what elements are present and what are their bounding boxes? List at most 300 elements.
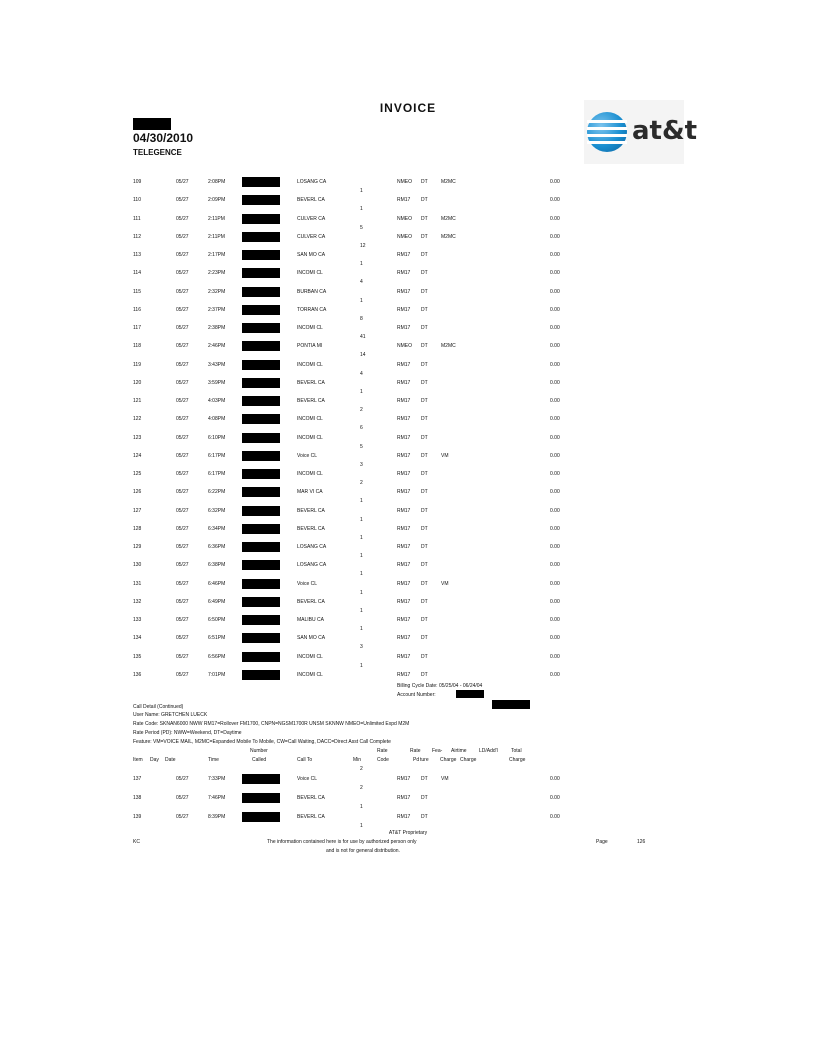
redacted-account (456, 690, 484, 698)
redacted-number (242, 378, 280, 388)
redacted-number (242, 652, 280, 662)
company-name: TELEGENCE (133, 148, 182, 157)
call-to: BEVERL CA (297, 398, 325, 404)
item-number: 137 (133, 776, 142, 782)
col-code: Code (377, 757, 389, 763)
call-minutes: 1 (360, 188, 363, 194)
call-minutes: 1 (360, 206, 363, 213)
call-time: 6:51PM (208, 635, 226, 642)
account-number-label: Account Number: (397, 692, 436, 698)
total-charge: 0.00 (550, 776, 560, 782)
call-date: 05/27 (176, 544, 189, 550)
col-number: Number (250, 748, 268, 754)
call-to: INCOMI CL (297, 270, 323, 277)
call-date: 05/27 (176, 288, 189, 295)
rate-period: DT (421, 489, 428, 496)
total-charge: 0.00 (550, 270, 560, 277)
rate-period: DT (421, 814, 428, 820)
call-date: 05/27 (176, 434, 189, 441)
total-charge: 0.00 (550, 379, 560, 386)
total-charge: 0.00 (550, 653, 560, 660)
rate-code: RM17 (397, 434, 411, 441)
total-charge: 0.00 (550, 197, 560, 204)
call-minutes: 1 (360, 662, 363, 669)
call-date: 05/27 (176, 489, 189, 496)
call-date: 05/27 (176, 252, 189, 258)
feature-code: M2MC (441, 179, 456, 185)
rate-code: RM17 (397, 635, 411, 642)
total-charge: 0.00 (550, 562, 560, 569)
call-time: 2:11PM (208, 215, 225, 222)
call-date: 05/27 (176, 617, 189, 623)
call-date: 05/27 (176, 452, 189, 459)
rate-period: DT (421, 179, 428, 185)
call-minutes: 5 (360, 443, 363, 450)
item-number: 116 (133, 306, 141, 313)
call-to: BURBAN CA (297, 288, 327, 295)
table-row (0, 581, 816, 591)
rate-code: RM17 (397, 598, 411, 605)
call-to: MAR VI CA (297, 489, 323, 496)
redacted-number (242, 323, 280, 333)
call-minutes: 1 (360, 553, 363, 559)
feature-code: M2MC (441, 215, 456, 222)
item-number: 132 (133, 598, 142, 605)
call-to: LOSANG CA (297, 179, 327, 185)
redacted-number (242, 615, 280, 625)
rate-code: RM17 (397, 452, 411, 459)
call-date: 05/27 (176, 635, 189, 642)
rate-code: RM17 (397, 270, 411, 277)
table-row (0, 795, 816, 805)
table-row (0, 544, 816, 554)
item-number: 113 (133, 252, 141, 258)
table-row (0, 343, 816, 353)
total-charge: 0.00 (550, 814, 560, 820)
table-row (0, 654, 816, 664)
rate-period: DT (421, 252, 428, 258)
item-number: 126 (133, 489, 142, 496)
call-to: SAN MO CA (297, 635, 326, 642)
invoice-date: 04/30/2010 (133, 131, 194, 145)
table-row (0, 599, 816, 609)
call-to: BEVERL CA (297, 795, 325, 801)
rate-code: RM17 (397, 544, 411, 550)
rate-period: DT (421, 471, 428, 477)
table-row (0, 526, 816, 536)
redacted-number (242, 506, 280, 516)
feature-legend: Feature: VM=VOICE MAIL, M2MC=Expanded Mobile To Mobile, CW=Call Waiting, DACC=Direct Asst Call Complete (133, 739, 391, 745)
total-charge: 0.00 (550, 544, 560, 550)
rate-code: RM17 (397, 814, 411, 820)
call-to: Voice CL (297, 580, 318, 587)
item-number: 138 (133, 795, 142, 801)
call-minutes: 1 (360, 823, 363, 829)
call-to: TORRAN CA (297, 306, 327, 313)
call-time: 6:49PM (208, 598, 226, 605)
col-time: Time (208, 757, 219, 763)
redacted-number (242, 232, 280, 242)
call-date: 05/27 (176, 814, 189, 820)
call-time: 4:03PM (208, 398, 226, 404)
call-minutes: 4 (360, 279, 363, 286)
col-date: Date (165, 757, 176, 763)
call-to: BEVERL CA (297, 525, 325, 532)
table-row (0, 489, 816, 499)
user-name: User Name: GRETCHEN LUECK (133, 712, 208, 718)
call-minutes: 1 (360, 626, 363, 632)
call-date: 05/27 (176, 179, 189, 185)
call-minutes: 1 (360, 607, 363, 614)
total-charge: 0.00 (550, 671, 560, 678)
item-number: 127 (133, 507, 142, 514)
feature-code: VM (441, 452, 449, 459)
total-charge: 0.00 (550, 343, 560, 350)
call-time: 3:43PM (208, 361, 226, 368)
call-minutes: 2 (360, 766, 363, 772)
rate-code: RM17 (397, 306, 411, 313)
item-number: 133 (133, 617, 142, 623)
rate-period: DT (421, 507, 428, 514)
col-airtime-charge: Charge (440, 757, 457, 763)
rate-code: RM17 (397, 325, 411, 331)
page-number: 126 (637, 839, 646, 845)
rate-code: RM17 (397, 580, 411, 587)
col-pd-bottom: Pd (413, 757, 420, 763)
call-time: 6:50PM (208, 617, 226, 623)
redacted-number (242, 214, 280, 224)
item-number: 123 (133, 434, 142, 441)
total-charge: 0.00 (550, 617, 560, 623)
total-charge: 0.00 (550, 215, 560, 222)
call-minutes: 1 (360, 571, 363, 578)
item-number: 125 (133, 471, 142, 477)
table-row (0, 234, 816, 244)
redacted-number (242, 560, 280, 570)
call-time: 6:17PM (208, 471, 226, 477)
call-time: 2:38PM (208, 325, 226, 331)
total-charge: 0.00 (550, 361, 560, 368)
redacted-number (242, 414, 280, 424)
call-to: INCOMI CL (297, 325, 323, 331)
col-total-charge: Charge (509, 757, 526, 763)
call-time: 6:36PM (208, 544, 226, 550)
rate-period: Rate Period (PD): NWW=Weekend, DT=Daytime (133, 730, 242, 736)
call-time: 7:33PM (208, 776, 226, 782)
total-charge: 0.00 (550, 489, 560, 496)
call-to: LOSANG CA (297, 562, 327, 569)
proprietary-notice: AT&T Proprietary (388, 830, 428, 836)
table-row (0, 307, 816, 317)
item-number: 120 (133, 379, 142, 386)
item-number: 109 (133, 179, 142, 185)
call-to: INCOMI CL (297, 671, 323, 678)
call-minutes: 3 (360, 644, 363, 651)
call-minutes: 2 (360, 407, 363, 413)
col-item: Item (133, 757, 143, 763)
col-total: Total (511, 748, 522, 754)
rate-period: DT (421, 452, 428, 459)
table-row (0, 672, 816, 682)
rate-period: DT (421, 653, 428, 660)
item-number: 129 (133, 544, 142, 550)
total-charge: 0.00 (550, 598, 560, 605)
redacted-number (242, 524, 280, 534)
rate-code: RM17 (397, 795, 411, 801)
feature-code: VM (441, 580, 449, 587)
redacted-number (242, 195, 280, 205)
call-to: Voice CL (297, 452, 318, 459)
table-row (0, 270, 816, 280)
rate-period: DT (421, 580, 428, 587)
call-minutes: 12 (360, 242, 366, 249)
call-time: 2:17PM (208, 252, 226, 258)
call-date: 05/27 (176, 325, 189, 331)
logo-wordmark: at&t (632, 116, 698, 146)
total-charge: 0.00 (550, 288, 560, 295)
call-to: BEVERL CA (297, 598, 325, 605)
rate-code: RM17 (397, 776, 411, 782)
total-charge: 0.00 (550, 525, 560, 532)
rate-period: DT (421, 215, 428, 222)
call-date: 05/27 (176, 776, 189, 782)
rate-period: DT (421, 343, 428, 350)
total-charge: 0.00 (550, 452, 560, 459)
col-call-to: Call To (297, 757, 313, 763)
call-date: 05/27 (176, 671, 189, 678)
call-date: 05/27 (176, 233, 189, 240)
call-minutes: 8 (360, 315, 363, 322)
redacted-number (242, 250, 280, 260)
rate-period: DT (421, 795, 428, 801)
table-row (0, 562, 816, 572)
rate-period: DT (421, 197, 428, 204)
table-row (0, 325, 816, 335)
call-minutes: 1 (360, 261, 363, 267)
page-label: Page (596, 839, 608, 845)
item-number: 124 (133, 452, 142, 459)
feature-code: M2MC (441, 343, 456, 350)
call-time: 2:08PM (208, 179, 226, 185)
rate-code: RM17 (397, 398, 411, 404)
call-date: 05/27 (176, 507, 189, 514)
rate-period: DT (421, 776, 428, 782)
rate-period: DT (421, 671, 428, 678)
redacted-number (242, 341, 280, 351)
total-charge: 0.00 (550, 398, 560, 404)
item-number: 130 (133, 562, 142, 569)
call-minutes: 41 (360, 334, 366, 340)
call-date: 05/27 (176, 398, 189, 404)
table-row (0, 617, 816, 627)
table-row (0, 216, 816, 226)
call-date: 05/27 (176, 562, 189, 569)
total-charge: 0.00 (550, 252, 560, 258)
call-time: 8:39PM (208, 814, 226, 820)
call-date: 05/27 (176, 580, 189, 587)
call-minutes: 1 (360, 297, 363, 304)
billing-cycle: Billing Cycle Date: 05/25/04 - 06/24/04 (397, 683, 483, 689)
total-charge: 0.00 (550, 795, 560, 801)
rate-code: RM17 (397, 416, 411, 423)
item-number: 115 (133, 288, 141, 295)
rate-code: RM17 (397, 525, 411, 532)
table-row (0, 380, 816, 390)
rate-period: DT (421, 288, 428, 295)
rate-period: DT (421, 398, 428, 404)
item-number: 135 (133, 653, 142, 660)
col-ld-charge: Charge (460, 757, 477, 763)
redacted-number (242, 579, 280, 589)
total-charge: 0.00 (550, 434, 560, 441)
redacted-number (242, 670, 280, 680)
item-number: 111 (133, 215, 141, 222)
item-number: 114 (133, 270, 141, 277)
total-charge: 0.00 (550, 471, 560, 477)
item-number: 134 (133, 635, 142, 642)
redacted-number (242, 597, 280, 607)
call-date: 05/27 (176, 361, 189, 368)
rate-period: DT (421, 525, 428, 532)
call-date: 05/27 (176, 270, 189, 277)
call-date: 05/27 (176, 795, 189, 801)
redacted-number (242, 268, 280, 278)
call-to: BEVERL CA (297, 197, 325, 204)
rate-period: DT (421, 598, 428, 605)
call-minutes: 2 (360, 785, 363, 791)
redacted-number (242, 774, 280, 784)
call-minutes: 1 (360, 498, 363, 505)
rate-code: RM17 (397, 361, 411, 368)
call-date: 05/27 (176, 525, 189, 532)
call-time: 2:37PM (208, 306, 226, 313)
call-to: CULVER CA (297, 233, 326, 240)
col-fea: Fea- (432, 748, 443, 754)
call-to: INCOMI CL (297, 361, 323, 368)
redacted-number (242, 812, 280, 822)
total-charge: 0.00 (550, 325, 560, 331)
call-minutes: 1 (360, 516, 363, 523)
call-time: 2:46PM (208, 343, 226, 350)
redacted-number (242, 360, 280, 370)
redacted-number (242, 287, 280, 297)
call-to: LOSANG CA (297, 544, 327, 550)
call-time: 6:34PM (208, 525, 226, 532)
table-row (0, 435, 816, 445)
total-charge: 0.00 (550, 507, 560, 514)
table-row (0, 179, 816, 189)
rate-code: RM17 (397, 489, 411, 496)
footer-initials: KC (133, 839, 140, 845)
item-number: 117 (133, 325, 141, 331)
call-time: 3:59PM (208, 379, 226, 386)
item-number: 119 (133, 361, 141, 368)
proprietary-text-2: and is not for general distribution. (326, 848, 400, 854)
col-min: Min (353, 757, 362, 763)
invoice-title: INVOICE (379, 101, 437, 115)
redacted-number (242, 793, 280, 803)
call-to: SAN MO CA (297, 252, 326, 258)
call-to: INCOMI CL (297, 416, 323, 423)
col-feature: ture (420, 757, 429, 763)
table-row (0, 289, 816, 299)
call-to: BEVERL CA (297, 379, 325, 386)
call-minutes: 3 (360, 461, 363, 468)
redacted-number (242, 177, 280, 187)
item-number: 136 (133, 671, 142, 678)
item-number: 122 (133, 416, 142, 423)
call-to: BEVERL CA (297, 507, 325, 514)
rate-period: DT (421, 544, 428, 550)
rate-code: RM17 (397, 507, 411, 514)
call-time: 6:32PM (208, 507, 226, 514)
item-number: 110 (133, 197, 141, 204)
call-minutes: 6 (360, 425, 363, 432)
call-to: CULVER CA (297, 215, 326, 222)
redacted-number (242, 396, 280, 406)
redacted-number (242, 451, 280, 461)
call-time: 7:46PM (208, 795, 226, 801)
call-time: 6:22PM (208, 489, 226, 496)
call-minutes: 1 (360, 589, 363, 596)
table-row (0, 362, 816, 372)
call-minutes: 1 (360, 804, 363, 810)
call-date: 05/27 (176, 653, 189, 660)
feature-code: VM (441, 776, 449, 782)
rate-period: DT (421, 379, 428, 386)
table-row (0, 453, 816, 463)
call-minutes: 1 (360, 388, 363, 395)
rate-code: RM17 (397, 671, 411, 678)
rate-code: RM17 (397, 379, 411, 386)
call-to: PONTIA MI (297, 343, 323, 350)
call-time: 2:23PM (208, 270, 226, 277)
call-time: 2:11PM (208, 233, 225, 240)
item-number: 128 (133, 525, 142, 532)
table-row (0, 635, 816, 645)
rate-period: DT (421, 635, 428, 642)
call-to: INCOMI CL (297, 653, 323, 660)
call-date: 05/27 (176, 379, 189, 386)
call-date: 05/27 (176, 416, 189, 423)
detail-heading: Call Detail (Continued) (133, 704, 184, 710)
table-row (0, 252, 816, 262)
rate-code: Rate Code: SKNAN6000 NWW RM17=Rollover FM1700, CNPN=NGSM1700R UNSM SKNNW NMEO=Unlimited Expd M2M (133, 721, 410, 727)
call-time: 4:08PM (208, 416, 226, 423)
rate-period: DT (421, 306, 428, 313)
redacted-block (133, 118, 171, 130)
call-date: 05/27 (176, 471, 189, 477)
item-number: 112 (133, 233, 141, 240)
col-called: Called (252, 757, 267, 763)
total-charge: 0.00 (550, 416, 560, 423)
rate-period: DT (421, 233, 428, 240)
col-day: Day (150, 757, 159, 763)
call-time: 6:10PM (208, 434, 226, 441)
table-row (0, 508, 816, 518)
call-time: 2:32PM (208, 288, 226, 295)
call-date: 05/27 (176, 343, 189, 350)
call-to: MALIBU CA (297, 617, 324, 623)
call-date: 05/27 (176, 306, 189, 313)
total-charge: 0.00 (550, 306, 560, 313)
call-minutes: 4 (360, 370, 363, 377)
redacted-number (242, 633, 280, 643)
proprietary-text: The information contained here is for use by authorized person only (267, 839, 417, 845)
total-charge: 0.00 (550, 580, 560, 587)
feature-code: M2MC (441, 233, 456, 240)
redacted-number (242, 305, 280, 315)
